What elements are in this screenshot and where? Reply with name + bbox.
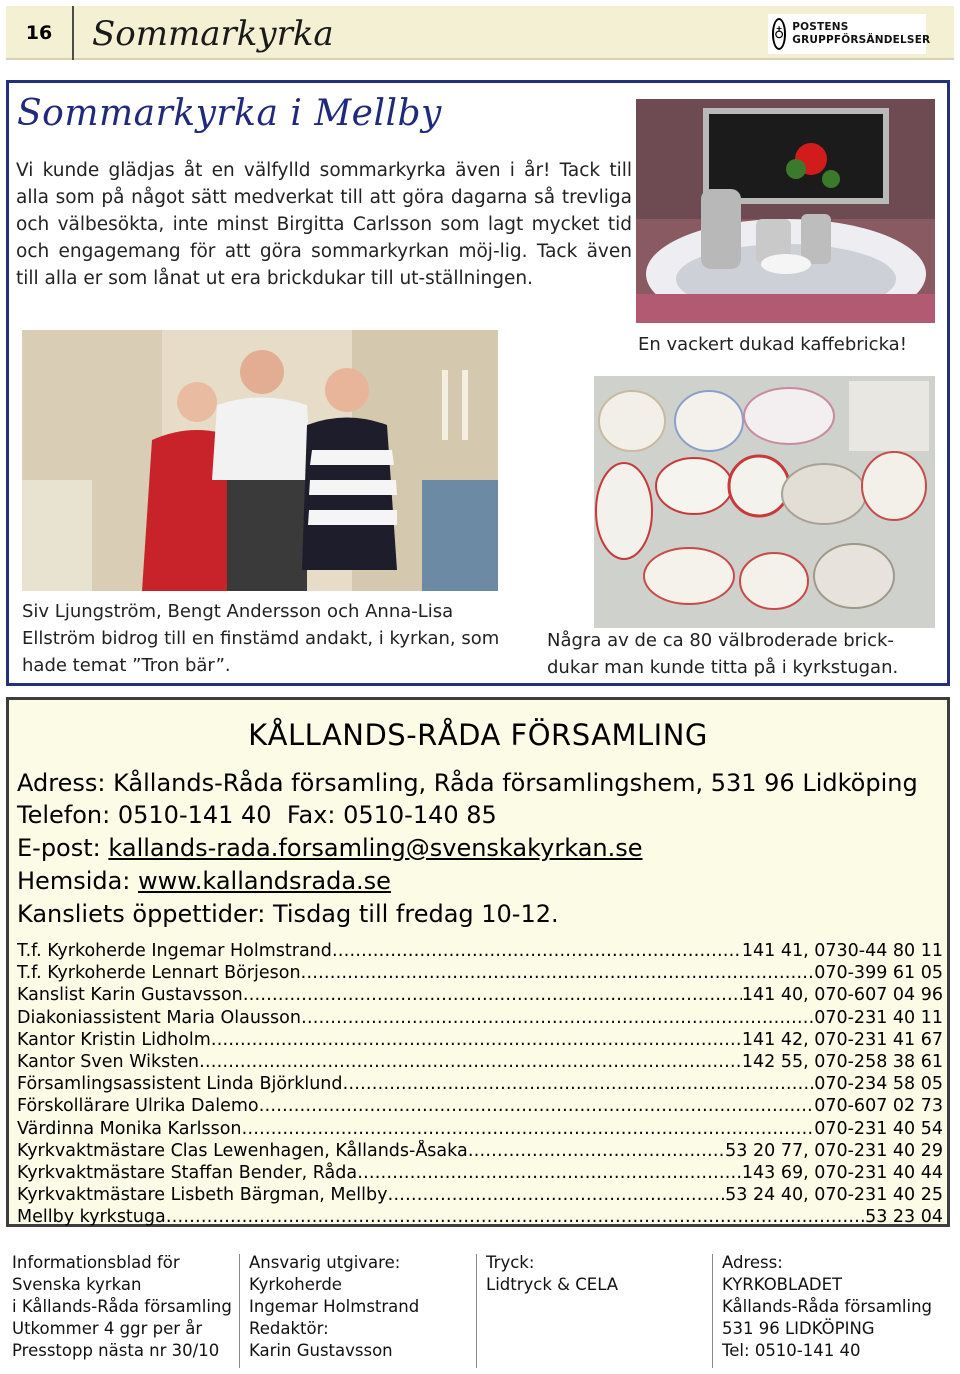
email-label: E-post: bbox=[17, 834, 101, 862]
fax-value: 0510-140 85 bbox=[343, 801, 497, 829]
article-intro: Vi kunde glädjas åt en välfylld sommarkyrka även i år! Tack till alla som på något sätt medverkat till att göra dagarna så trevliga och välbesökta, inte minst Birgitta Carlsson som lagt mycket tid och engagemang för att göra sommarkyrkan möj-lig. Tack även till alla er som lånat ut era brickdukar till ut-ställningen. bbox=[16, 160, 632, 289]
staff-row: Kantor Kristin Lidholm …………………………………………………………………………………………………………………………………………………………………… 141 42, 070-231 41 67 bbox=[17, 1029, 943, 1051]
footer-col-publication: Informationsblad för Svenska kyrkan i Kållands-Råda församling Utkommer 4 ggr per år Presstopp nästa nr 30/10 bbox=[12, 1253, 232, 1360]
parish-info-box bbox=[6, 697, 950, 1227]
address-value: Kållands-Råda församling, Råda församlingshem, 531 96 Lidköping bbox=[113, 769, 918, 797]
website-label: Hemsida: bbox=[17, 867, 131, 895]
logo-line2: GRUPPFÖRSÄNDELSER bbox=[792, 34, 931, 46]
address-label: Adress: bbox=[17, 769, 106, 797]
embroidered-cloths-photo bbox=[594, 376, 935, 628]
caption-tray: En vackert dukad kaffebricka! bbox=[638, 334, 907, 355]
address-line bbox=[17, 767, 918, 799]
page-footer bbox=[0, 1248, 960, 1374]
staff-row: Kantor Sven Wiksten …………………………………………………………………………………………………………………………………………………………………… 142 55, 070-258 38 61 bbox=[17, 1051, 943, 1073]
staff-row: T.f. Kyrkoherde Lennart Börjeson …………………………………………………………………………………………………………………………………………………………………… 070-399 61 05 bbox=[17, 962, 943, 984]
email-line bbox=[17, 832, 643, 864]
article-title: Sommarkyrka i Mellby bbox=[17, 93, 442, 134]
page-number: 16 bbox=[6, 6, 74, 60]
caption-people: Siv Ljungström, Bengt Andersson och Anna-Lisa Ellström bidrog till en finstämd andakt, i kyrkan, som hade temat ”Tron bär”. bbox=[22, 601, 500, 676]
staff-row: Kyrkvaktmästare Clas Lewenhagen, Kållands-Åsaka …………………………………………………………………………………………………………………………………………………………………… 53 20 77, 070-231 40 29 bbox=[17, 1140, 943, 1162]
footer-divider bbox=[239, 1254, 240, 1368]
office-hours-line bbox=[17, 898, 559, 930]
staff-row: T.f. Kyrkoherde Ingemar Holmstrand …………………………………………………………………………………………………………………………………………………………………… 141 41, 0730-44 80 11 bbox=[17, 940, 943, 962]
website-line bbox=[17, 865, 391, 897]
footer-divider bbox=[712, 1254, 713, 1368]
staff-row: Kyrkvaktmästare Staffan Bender, Råda …………………………………………………………………………………………………………………………………………………………………… 143 69, 070-231 40 44 bbox=[17, 1162, 943, 1184]
hours-label: Kansliets öppettider: bbox=[17, 900, 266, 928]
footer-col-publisher: Ansvarig utgivare: Kyrkoherde Ingemar Holmstrand Redaktör: Karin Gustavsson bbox=[249, 1253, 420, 1360]
coffee-tray-photo bbox=[636, 99, 935, 323]
posten-logo bbox=[768, 14, 931, 54]
email-link[interactable]: kallands-rada.forsamling@svenskakyrkan.se bbox=[108, 834, 643, 862]
hours-value: Tisdag till fredag 10-12. bbox=[272, 900, 559, 928]
phone-value: 0510-141 40 bbox=[117, 801, 272, 829]
phone-line bbox=[17, 799, 497, 831]
staff-row: Mellby kyrkstuga …………………………………………………………………………………………………………………………………………………………………… 53 23 04 bbox=[17, 1206, 943, 1228]
staff-row: Diakoniassistent Maria Olausson …………………………………………………………………………………………………………………………………………………………………… 070-231 40 11 bbox=[17, 1007, 943, 1029]
footer-col-printer: Tryck: Lidtryck & CELA bbox=[486, 1253, 619, 1294]
footer-divider bbox=[476, 1254, 477, 1368]
staff-row: Kanslist Karin Gustavsson …………………………………………………………………………………………………………………………………………………………………… 141 40, 070-607 04 96 bbox=[17, 984, 943, 1006]
logo-line1: POSTENS bbox=[792, 21, 849, 33]
page-header bbox=[6, 6, 954, 60]
staff-row: Värdinna Monika Karlsson …………………………………………………………………………………………………………………………………………………………………… 070-231 40 54 bbox=[17, 1118, 943, 1140]
staff-row: Förskollärare Ulrika Dalemo …………………………………………………………………………………………………………………………………………………………………… 070-607 02 73 bbox=[17, 1095, 943, 1117]
footer-col-address: Adress: KYRKOBLADET Kållands-Råda församling 531 96 LIDKÖPING Tel: 0510-141 40 bbox=[722, 1253, 933, 1360]
phone-label: Telefon: bbox=[17, 801, 111, 829]
caption-cloths: Några av de ca 80 välbroderade brick-dukar man kunde titta på i kyrkstugan. bbox=[547, 630, 899, 678]
fax-label: Fax: bbox=[286, 801, 336, 829]
header-title: Sommarkyrka bbox=[92, 14, 334, 54]
people-photo bbox=[22, 330, 498, 591]
website-link[interactable]: www.kallandsrada.se bbox=[138, 867, 391, 895]
staff-row: Församlingsassistent Linda Björklund …………………………………………………………………………………………………………………………………………………………………… 070-234 58 05 bbox=[17, 1073, 943, 1095]
parish-title: KÅLLANDS-RÅDA FÖRSAMLING bbox=[248, 718, 708, 752]
article-box bbox=[6, 80, 950, 686]
posthorn-icon: ♁ bbox=[772, 18, 786, 50]
staff-row: Kyrkvaktmästare Lisbeth Bärgman, Mellby …………………………………………………………………………………………………………………………………………………………………… 53 24 40, 070-231 40 25 bbox=[17, 1184, 943, 1206]
staff-directory bbox=[17, 940, 943, 1229]
